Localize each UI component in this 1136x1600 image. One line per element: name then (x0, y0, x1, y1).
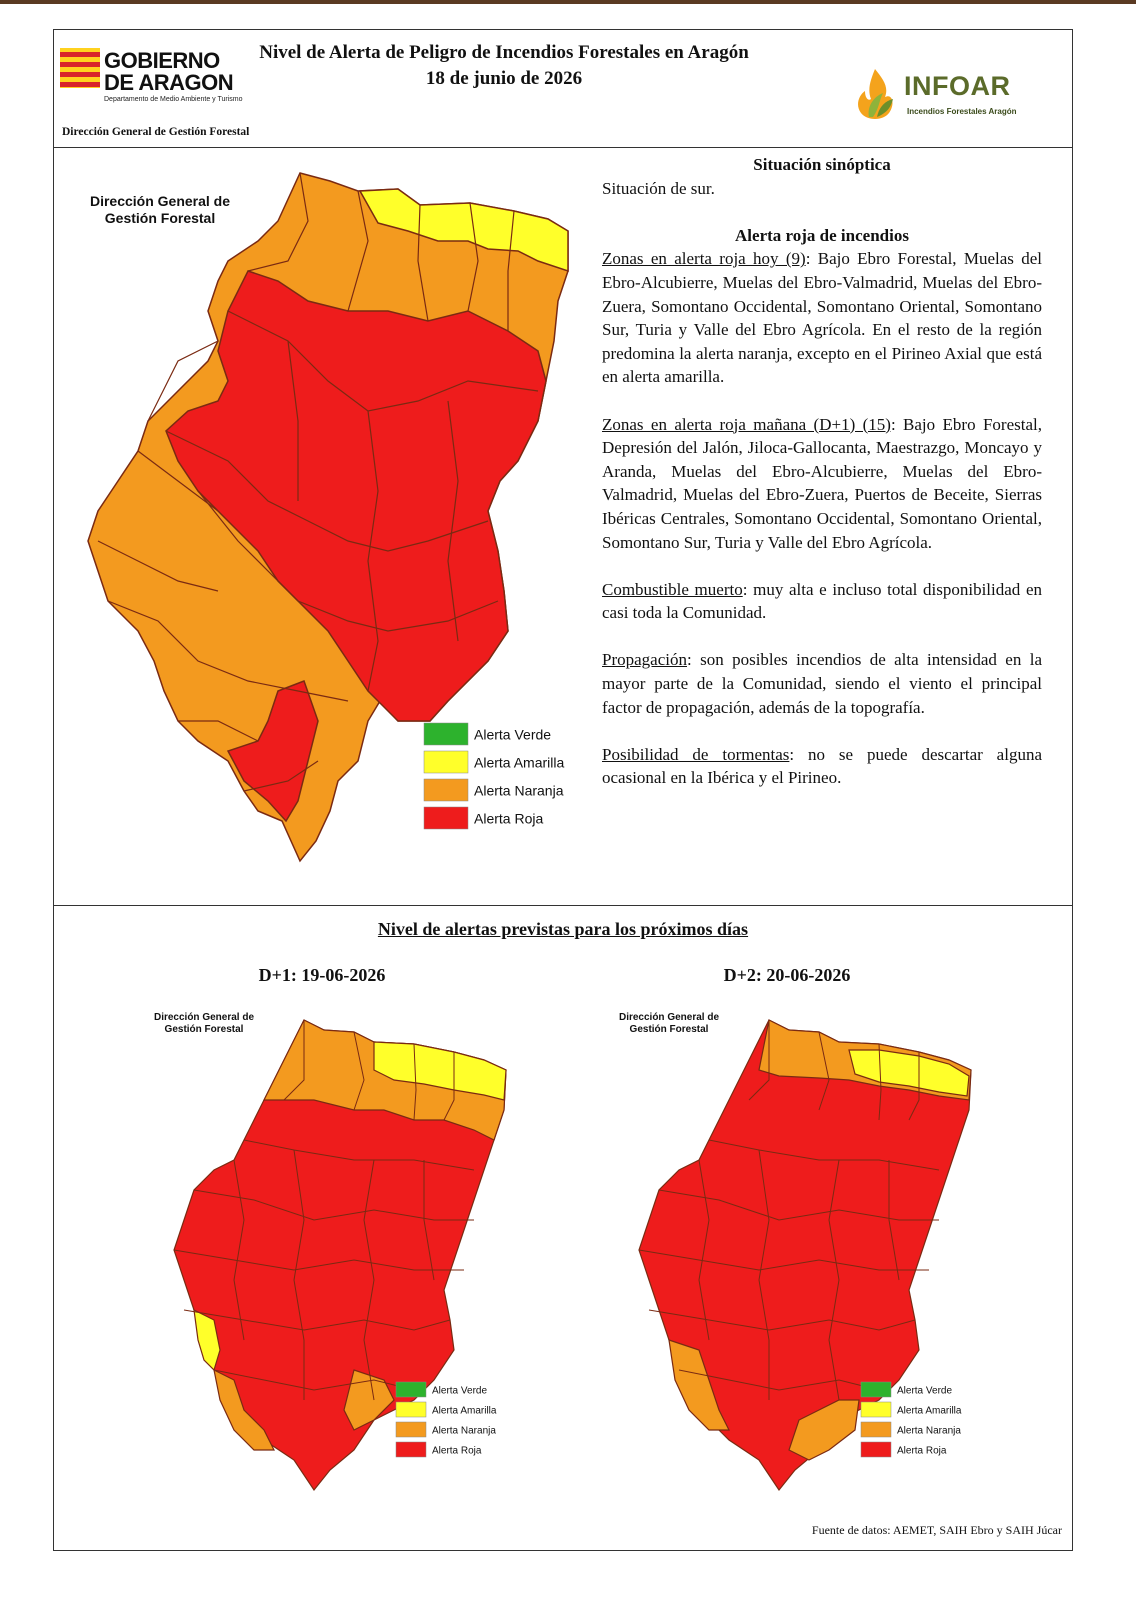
d2-map-label-1: Dirección General de (618, 1012, 720, 1023)
d1-map-label-1: Dirección General de (153, 1012, 255, 1023)
d2-legend-swatch-roja (861, 1442, 891, 1457)
main-map-label-1: Dirección General de (89, 193, 231, 209)
main-legend-swatch-amarilla (424, 751, 468, 773)
today-label: Zonas en alerta roja hoy (9) (602, 249, 806, 269)
propagation-paragraph (602, 648, 1042, 719)
d2-map-label-2: Gestión Forestal (629, 1024, 709, 1035)
tomorrow-label: Zonas en alerta roja mañana (D+1) (15) (602, 414, 891, 434)
d2-legend-swatch-amarilla (861, 1402, 891, 1417)
d1-legend-label-naranja: Alerta Naranja (432, 1425, 496, 1437)
tomorrow-text: : Bajo Ebro Forestal, Depresión del Jalón, Jiloca-Gallocanta, Maestrazgo, Moncayo y Aranda, Muelas del Ebro-Alcubierre, Muelas del Ebro-Valmadrid, Muelas del Ebro-Zuera, Puertos de Beceite, Sierras Ibéricas Centrales, Somontano Occidental, Somontano Oriental, Somontano Sur, Turia y Valle del Ebro Agrícola. (602, 414, 1042, 552)
d1-map-shapes (174, 1020, 506, 1490)
direction-label: Dirección General de Gestión Forestal (62, 126, 250, 138)
bulletin-title (224, 40, 784, 92)
title-line-1: Nivel de Alerta de Peligro de Incendios Forestales en Aragón (259, 42, 749, 63)
aragon-alert-map-d1 (134, 995, 534, 1495)
storm-label: Posibilidad de tormentas (602, 744, 790, 764)
d2-legend-label-naranja: Alerta Naranja (897, 1425, 961, 1437)
d2-legend-swatch-verde (861, 1382, 891, 1397)
header (54, 30, 1072, 148)
gob-department: Departamento de Medio Ambiente y Turismo (104, 96, 243, 103)
today-text: : Bajo Ebro Forestal, Muelas del Ebro-Alcubierre, Muelas del Ebro-Valmadrid, Muelas del Ebro-Zuera, Somontano Occidental, Somontano Oriental, Somontano Sur, Turia y Valle del Ebro Agrícola. En el resto de la región predomina la alerta naranja, excepto en el Pirineo Axial que está en alerta amarilla. (602, 249, 1042, 387)
main-map-label-2: Gestión Forestal (104, 210, 216, 226)
d2-legend-swatch-naranja (861, 1422, 891, 1437)
main-legend-label-amarilla: Alerta Amarilla (474, 754, 565, 771)
top-edge (0, 0, 1136, 4)
bulletin-frame (53, 29, 1073, 1551)
d1-legend-swatch-amarilla (396, 1402, 426, 1417)
propagation-label: Propagación (602, 650, 687, 670)
d1-legend-swatch-verde (396, 1382, 426, 1397)
d2-legend-label-verde: Alerta Verde (897, 1385, 953, 1397)
flame-leaf-icon (849, 67, 901, 123)
storm-text: : no se puede descartar alguna ocasional en la Ibérica y el Pirineo. (602, 744, 1042, 788)
infoar-name: INFOAR (904, 71, 1011, 101)
d2-legend (861, 1382, 962, 1457)
text-panel (602, 153, 1042, 790)
fuel-label: Combustible muerto (602, 579, 743, 599)
d2-legend-label-amarilla: Alerta Amarilla (897, 1405, 962, 1417)
d2-title: D+2: 20-06-2026 (723, 965, 851, 985)
main-legend-swatch-roja (424, 807, 468, 829)
gob-line-1: GOBIERNO (104, 48, 220, 73)
title-date: 18 de junio de 2026 (425, 68, 583, 89)
d1-legend-label-verde: Alerta Verde (432, 1385, 488, 1397)
synoptic-text: Situación de sur. (602, 178, 715, 198)
main-legend-label-verde: Alerta Verde (474, 726, 552, 743)
tomorrow-paragraph (602, 413, 1042, 555)
main-legend-swatch-verde (424, 723, 468, 745)
gob-line-2: DE ARAGON (104, 70, 234, 95)
aragon-flag-icon (60, 48, 100, 88)
infoar-logo (849, 67, 1049, 127)
red-alert-heading: Alerta roja de incendios (735, 225, 909, 245)
main-legend-label-roja: Alerta Roja (474, 810, 544, 827)
main-map-panel (68, 161, 588, 881)
main-legend-swatch-naranja (424, 779, 468, 801)
aragon-alert-map-today (68, 161, 588, 881)
d1-legend-swatch-naranja (396, 1422, 426, 1437)
forecast-heading: Nivel de alertas previstas para los próximos días (377, 919, 749, 939)
aragon-alert-map-d2 (599, 995, 999, 1495)
forecast-section (54, 905, 1072, 1550)
data-source: Fuente de datos: AEMET, SAIH Ebro y SAIH Júcar (811, 1523, 1062, 1537)
d1-map-label-2: Gestión Forestal (164, 1024, 244, 1035)
main-legend (424, 723, 564, 829)
d2-map-shapes (639, 1020, 971, 1490)
today-section (54, 147, 1072, 906)
today-paragraph (602, 247, 1042, 389)
d1-legend-label-amarilla: Alerta Amarilla (432, 1405, 497, 1417)
d1-legend (396, 1382, 497, 1457)
d2-legend-label-roja: Alerta Roja (897, 1445, 947, 1457)
main-legend-label-naranja: Alerta Naranja (474, 782, 564, 799)
fuel-text: : muy alta e incluso total disponibilidad en casi toda la Comunidad. (602, 579, 1042, 623)
propagation-text: : son posibles incendios de alta intensidad en la mayor parte de la Comunidad, siendo el viento el principal factor de propagación, además de la topografía. (602, 650, 1042, 717)
storm-paragraph (602, 743, 1042, 790)
infoar-subtitle: Incendios Forestales Aragón (907, 107, 1017, 116)
d1-legend-label-roja: Alerta Roja (432, 1445, 482, 1457)
fuel-paragraph (602, 578, 1042, 625)
d1-legend-swatch-roja (396, 1442, 426, 1457)
d1-title: D+1: 19-06-2026 (258, 965, 386, 985)
synoptic-heading: Situación sinóptica (753, 155, 891, 174)
